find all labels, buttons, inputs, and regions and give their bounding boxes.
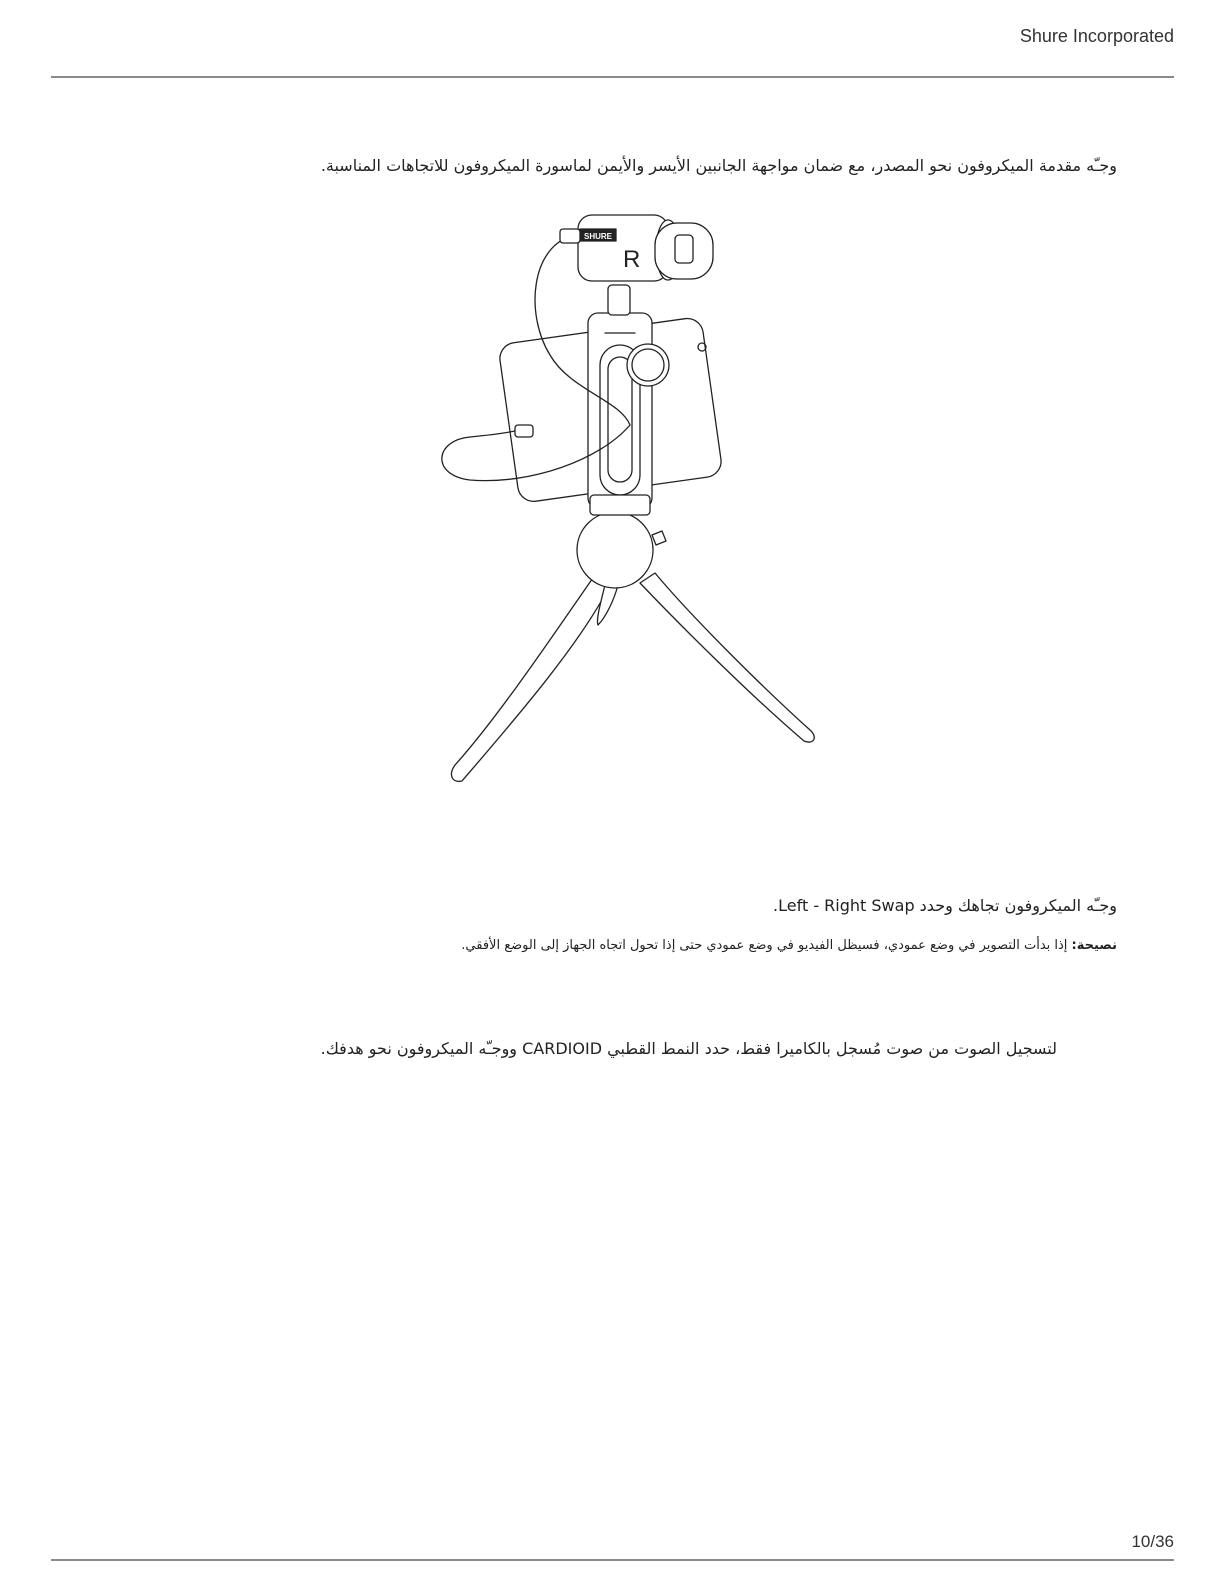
instruction-paragraph-1: وجـّه مقدمة الميكروفون نحو المصدر، مع ضمان مواجهة الجانبين الأيسر والأيمن لماسورة الميكروفون للاتجاهات المناسبة. [320,156,1117,175]
footer-divider [51,1559,1174,1561]
instruction-paragraph-2: وجـّه الميكروفون تجاهك وحدد Left - Right Swap. [773,896,1117,915]
tripod-leg-left [451,575,610,781]
mic-brand-logo: SHURE [583,232,613,241]
mic-right-label: R [623,246,641,273]
microphone-head [655,223,713,279]
tripod-leg-right [640,573,814,742]
instruction-paragraph-3: لتسجيل الصوت من صوت مُسجل بالكاميرا فقط، حدد النمط القطبي CARDIOID ووجـّه الميكروفون نحو هدفك. [320,1039,1057,1058]
header-company: Shure Incorporated [1019,26,1174,46]
mic-tripod-illustration [430,205,830,795]
phone-clamp [588,313,652,508]
tip-note [461,938,1117,953]
page-number: 10/36 [1131,1532,1174,1551]
tripod-ball-head [577,512,653,588]
header-divider [51,76,1174,78]
tip-label: نصيحة: [1071,938,1117,953]
clamp-knob [627,344,669,386]
tip-text: إذا بدأت التصوير في وضع عمودي، فسيظل الفيديو في وضع عمودي حتى إذا تحول اتجاه الجهاز إلى الوضع الأفقي. [461,938,1072,953]
